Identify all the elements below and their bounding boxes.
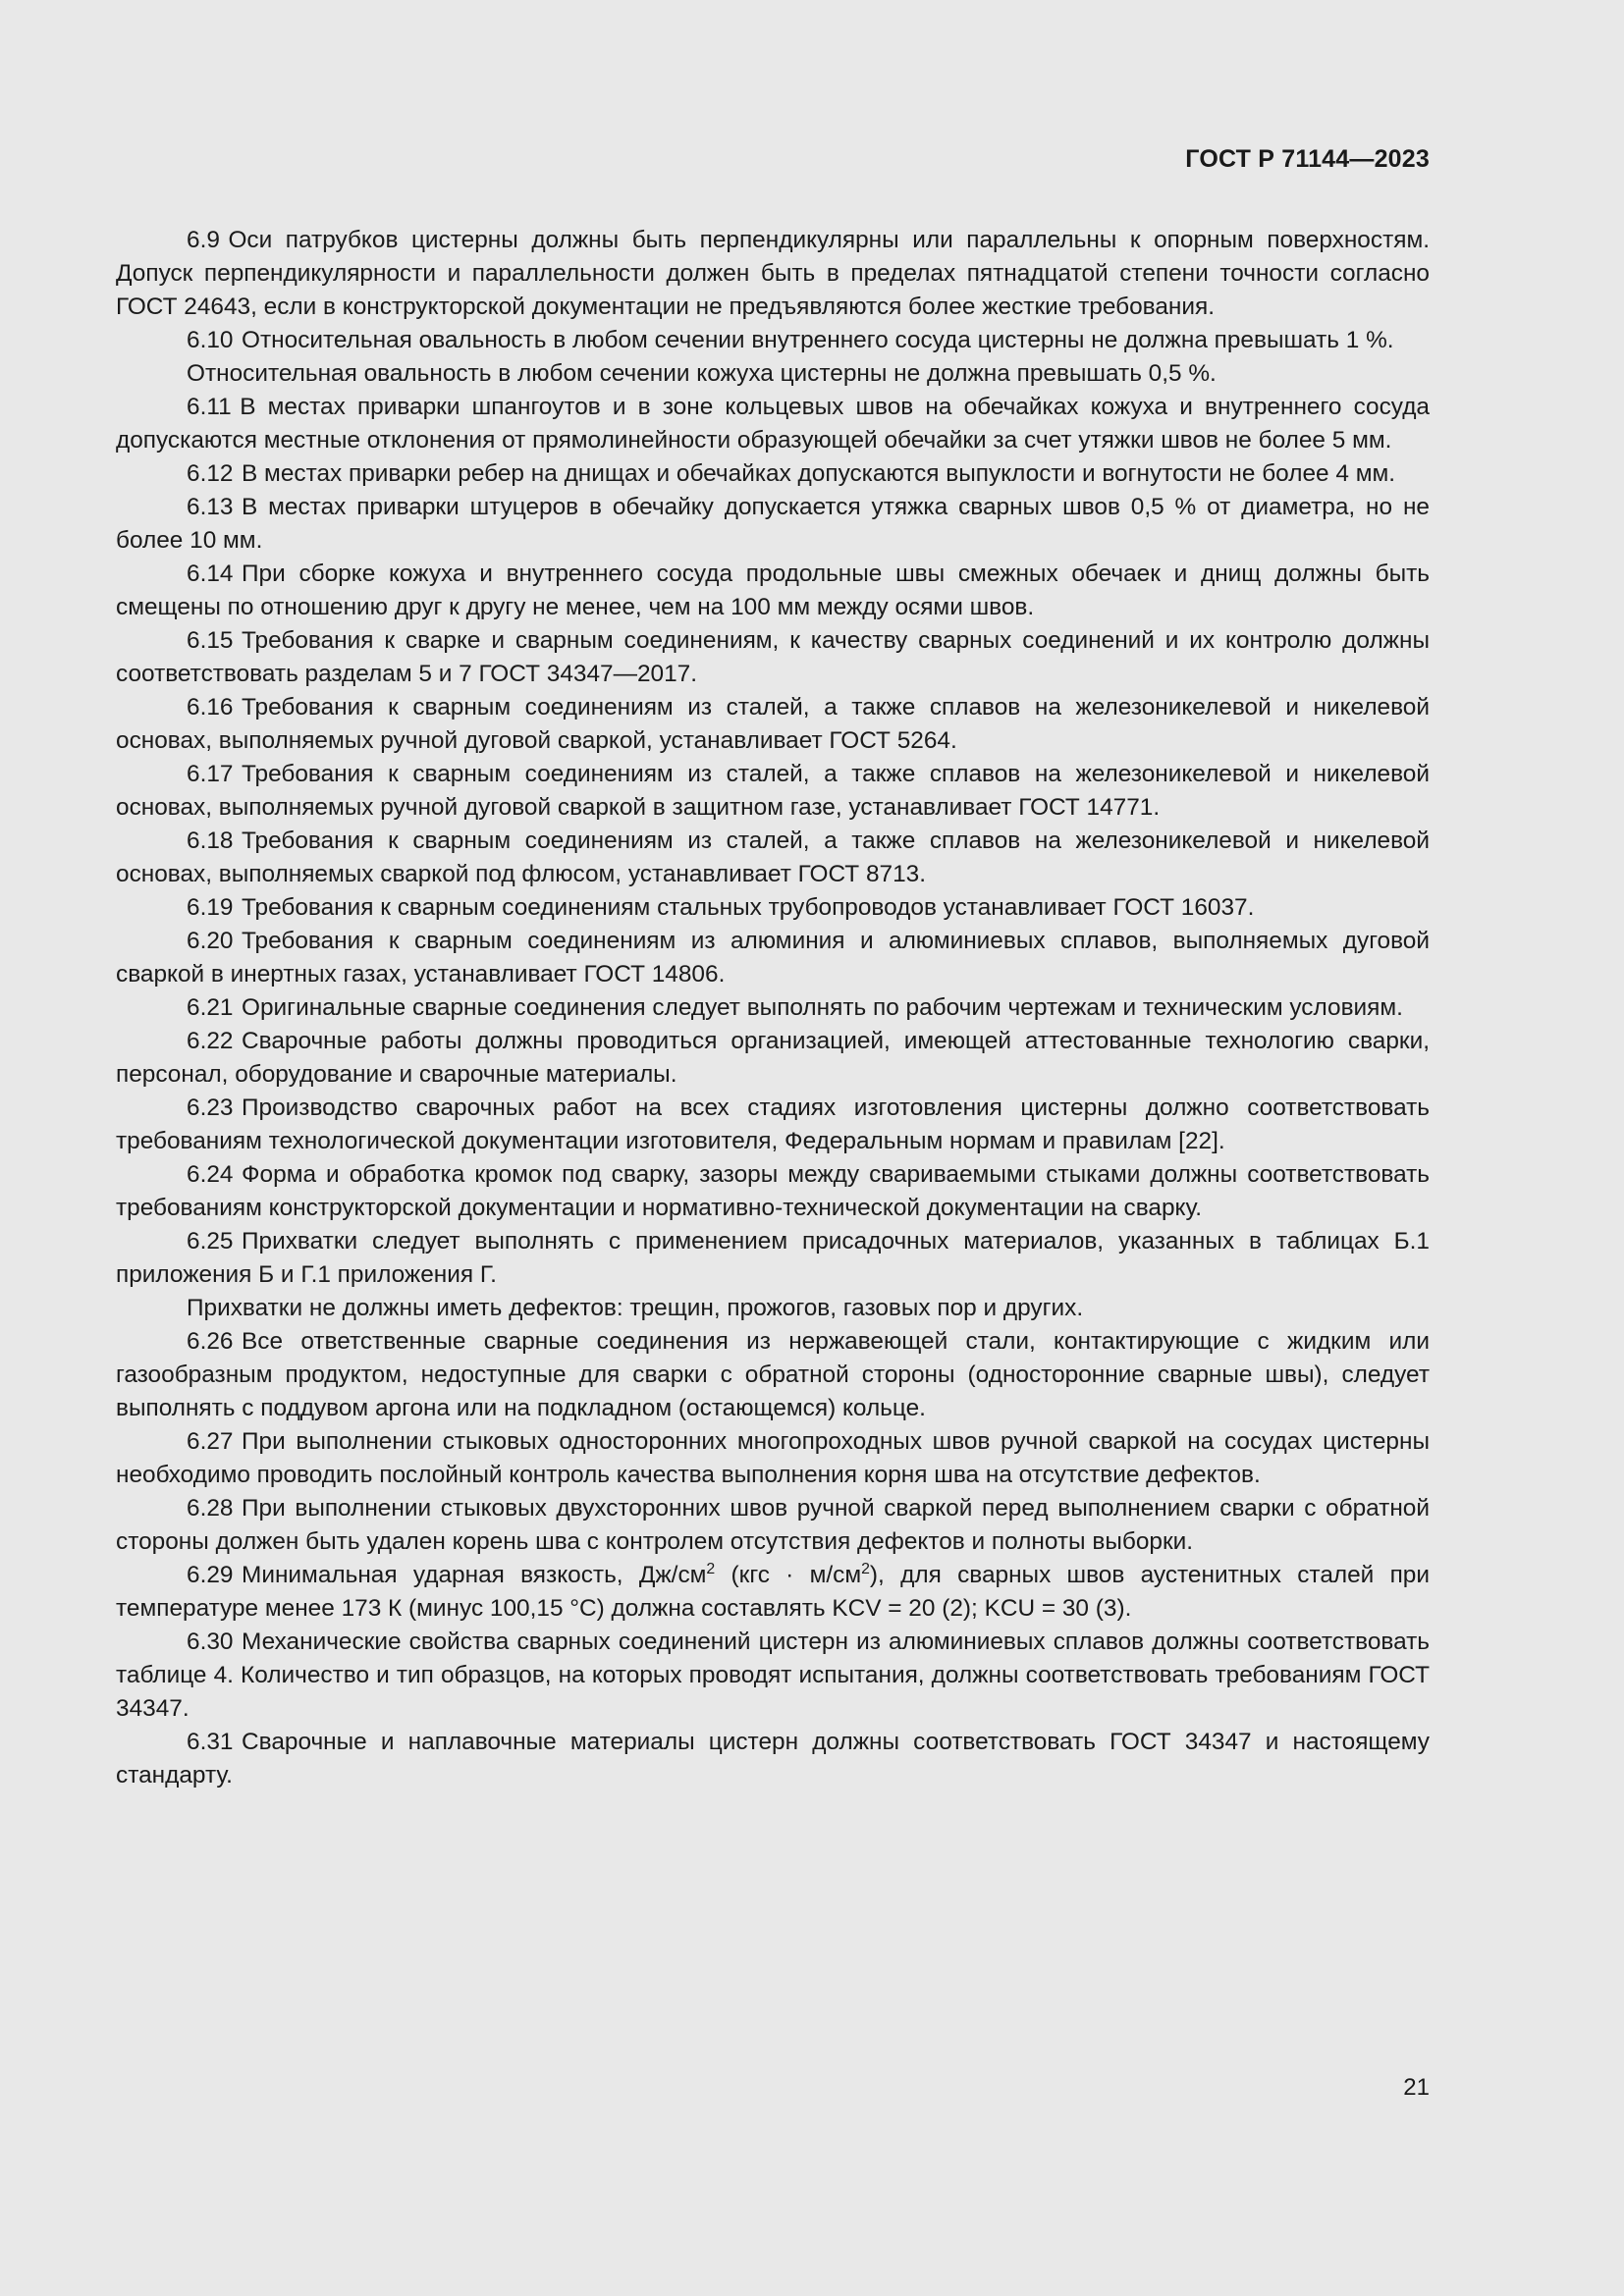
paragraph-6-12 xyxy=(116,457,1430,491)
clause-text: Требования к сварке и сварным соединениям, к качеству сварных соединений и их контролю должны соответствовать разделам 5 и 7 ГОСТ 34347—2017. xyxy=(116,627,1430,687)
clause-number: 6.23 xyxy=(187,1095,234,1121)
clause-number: 6.21 xyxy=(187,994,234,1021)
paragraph-6-28 xyxy=(116,1492,1430,1559)
paragraph-6-13 xyxy=(116,491,1430,558)
paragraph-6-23 xyxy=(116,1092,1430,1158)
clause-text: Относительная овальность в любом сечении внутреннего сосуда цистерны не должна превышать 1 %. xyxy=(242,327,1394,353)
clause-number: 6.19 xyxy=(187,894,234,921)
clause-text: Относительная овальность в любом сечении кожуха цистерны не должна превышать 0,5 %. xyxy=(187,360,1217,387)
clause-number: 6.15 xyxy=(187,627,234,654)
document-id-header: ГОСТ Р 71144—2023 xyxy=(1185,145,1430,173)
paragraph-6-15 xyxy=(116,624,1430,691)
clause-text: При выполнении стыковых двухсторонних швов ручной сваркой перед выполнением сварки с обратной стороны должен быть удален корень шва с контролем отсутствия дефектов и полноты выборки. xyxy=(116,1495,1430,1555)
paragraph-6-25-cont xyxy=(116,1292,1430,1325)
clause-number: 6.22 xyxy=(187,1028,234,1054)
superscript: 2 xyxy=(706,1560,716,1577)
clause-number: 6.29 xyxy=(187,1562,234,1588)
paragraph-6-26 xyxy=(116,1325,1430,1425)
paragraph-6-9 xyxy=(116,224,1430,324)
clause-text: Требования к сварным соединениям стальных трубопроводов устанавливает ГОСТ 16037. xyxy=(242,894,1255,921)
clause-text: Производство сварочных работ на всех стадиях изготовления цистерны должно соответствовать требованиям технологической документации изготовителя, Федеральным нормам и правилам [22]. xyxy=(116,1095,1430,1154)
clause-text: Требования к сварным соединениям из сталей, а также сплавов на железоникелевой и никелевой основах, выполняемых сваркой под флюсом, устанавливает ГОСТ 8713. xyxy=(116,828,1430,887)
clause-number: 6.20 xyxy=(187,928,234,954)
clause-number: 6.13 xyxy=(187,494,234,520)
paragraph-6-27 xyxy=(116,1425,1430,1492)
clause-number: 6.26 xyxy=(187,1328,234,1355)
clause-text: Требования к сварным соединениям из сталей, а также сплавов на железоникелевой и никелевой основах, выполняемых ручной дуговой сваркой в защитном газе, устанавливает ГОСТ 14771. xyxy=(116,761,1430,821)
clause-number: 6.30 xyxy=(187,1629,234,1655)
clause-text: Сварочные и наплавочные материалы цистерн должны соответствовать ГОСТ 34347 и настоящему стандарту. xyxy=(116,1729,1430,1789)
clause-number: 6.10 xyxy=(187,327,234,353)
paragraph-6-17 xyxy=(116,758,1430,825)
clause-number: 6.12 xyxy=(187,460,234,487)
clause-text: (кгс · м/см xyxy=(715,1562,862,1588)
superscript: 2 xyxy=(861,1560,870,1577)
paragraph-6-22 xyxy=(116,1025,1430,1092)
clause-number: 6.16 xyxy=(187,694,234,721)
paragraph-6-18 xyxy=(116,825,1430,891)
paragraph-6-30 xyxy=(116,1626,1430,1726)
clause-text: При выполнении стыковых односторонних многопроходных швов ручной сваркой на сосудах цистерны необходимо проводить послойный контроль качества выполнения корня шва на отсутствие дефектов. xyxy=(116,1428,1430,1488)
clause-number: 6.31 xyxy=(187,1729,234,1755)
clause-text: ), для сварных швов аустенитных сталей при температуре менее 173 К (минус 100,15 °С) должна составлять KCV = 20 (2); KCU = 30 (3). xyxy=(116,1562,1430,1622)
paragraph-6-16 xyxy=(116,691,1430,758)
clause-text: В местах приварки штуцеров в обечайку допускается утяжка сварных швов 0,5 % от диаметра, но не более 10 мм. xyxy=(116,494,1430,554)
clause-number: 6.27 xyxy=(187,1428,234,1455)
clause-text: Форма и обработка кромок под сварку, зазоры между свариваемыми стыками должны соответствовать требованиям конструкторской документации и нормативно-технической документации на сварку. xyxy=(116,1161,1430,1221)
clause-number: 6.14 xyxy=(187,561,234,587)
clause-text: Сварочные работы должны проводиться организацией, имеющей аттестованные технологию сварки, персонал, оборудование и сварочные материалы. xyxy=(116,1028,1430,1088)
clause-number: 6.9 xyxy=(187,227,220,253)
page-number: 21 xyxy=(1403,2074,1430,2101)
clause-number: 6.24 xyxy=(187,1161,234,1188)
clause-text: Оси патрубков цистерны должны быть перпендикулярны или параллельны к опорным поверхностям. Допуск перпендикулярности и параллельности должен быть в пределах пятнадцатой степени точности согласно ГОСТ 24643, если в конструкторской документации не предъявляются более жесткие требования. xyxy=(116,227,1430,320)
paragraph-6-24 xyxy=(116,1158,1430,1225)
paragraph-6-10 xyxy=(116,324,1430,357)
paragraph-6-10-cont xyxy=(116,357,1430,391)
paragraph-6-11 xyxy=(116,391,1430,457)
clause-number: 6.25 xyxy=(187,1228,234,1255)
clause-text: Прихватки следует выполнять с применением присадочных материалов, указанных в таблицах Б.1 приложения Б и Г.1 приложения Г. xyxy=(116,1228,1430,1288)
paragraph-6-14 xyxy=(116,558,1430,624)
paragraph-6-31 xyxy=(116,1726,1430,1792)
clause-number: 6.18 xyxy=(187,828,234,854)
clause-number: 6.11 xyxy=(187,394,232,420)
clause-text: Все ответственные сварные соединения из нержавеющей стали, контактирующие с жидким или газообразным продуктом, недоступные для сварки с обратной стороны (односторонние сварные швы), следует выполнять с поддувом аргона или на подкладном (остающемся) кольце. xyxy=(116,1328,1430,1421)
clause-text: Требования к сварным соединениям из алюминия и алюминиевых сплавов, выполняемых дуговой сваркой в инертных газах, устанавливает ГОСТ 14806. xyxy=(116,928,1430,988)
paragraph-6-25 xyxy=(116,1225,1430,1292)
paragraph-6-21 xyxy=(116,991,1430,1025)
clause-text: В местах приварки шпангоутов и в зоне кольцевых швов на обечайках кожуха и внутреннего сосуда допускаются местные отклонения от прямолинейности образующей обечайки за счет утяжки швов не более 5 мм. xyxy=(116,394,1430,454)
clause-text: При сборке кожуха и внутреннего сосуда продольные швы смежных обечаек и днищ должны быть смещены по отношению друг к другу не менее, чем на 100 мм между осями швов. xyxy=(116,561,1430,620)
clause-text: Оригинальные сварные соединения следует выполнять по рабочим чертежам и техническим условиям. xyxy=(242,994,1403,1021)
clause-text: В местах приварки ребер на днищах и обечайках допускаются выпуклости и вогнутости не более 4 мм. xyxy=(242,460,1396,487)
clause-text: Требования к сварным соединениям из сталей, а также сплавов на железоникелевой и никелевой основах, выполняемых ручной дуговой сваркой, устанавливает ГОСТ 5264. xyxy=(116,694,1430,754)
paragraph-6-20 xyxy=(116,925,1430,991)
paragraph-6-29 xyxy=(116,1559,1430,1626)
clause-number: 6.28 xyxy=(187,1495,234,1522)
clause-text: Минимальная ударная вязкость, Дж/см xyxy=(242,1562,707,1588)
clause-number: 6.17 xyxy=(187,761,234,787)
clause-text: Прихватки не должны иметь дефектов: трещин, прожогов, газовых пор и других. xyxy=(187,1295,1084,1321)
paragraph-6-19 xyxy=(116,891,1430,925)
clause-text: Механические свойства сварных соединений цистерн из алюминиевых сплавов должны соответствовать таблице 4. Количество и тип образцов, на которых проводят испытания, должны соответствовать требованиям ГОСТ 34347. xyxy=(116,1629,1430,1722)
document-body xyxy=(116,224,1430,1792)
